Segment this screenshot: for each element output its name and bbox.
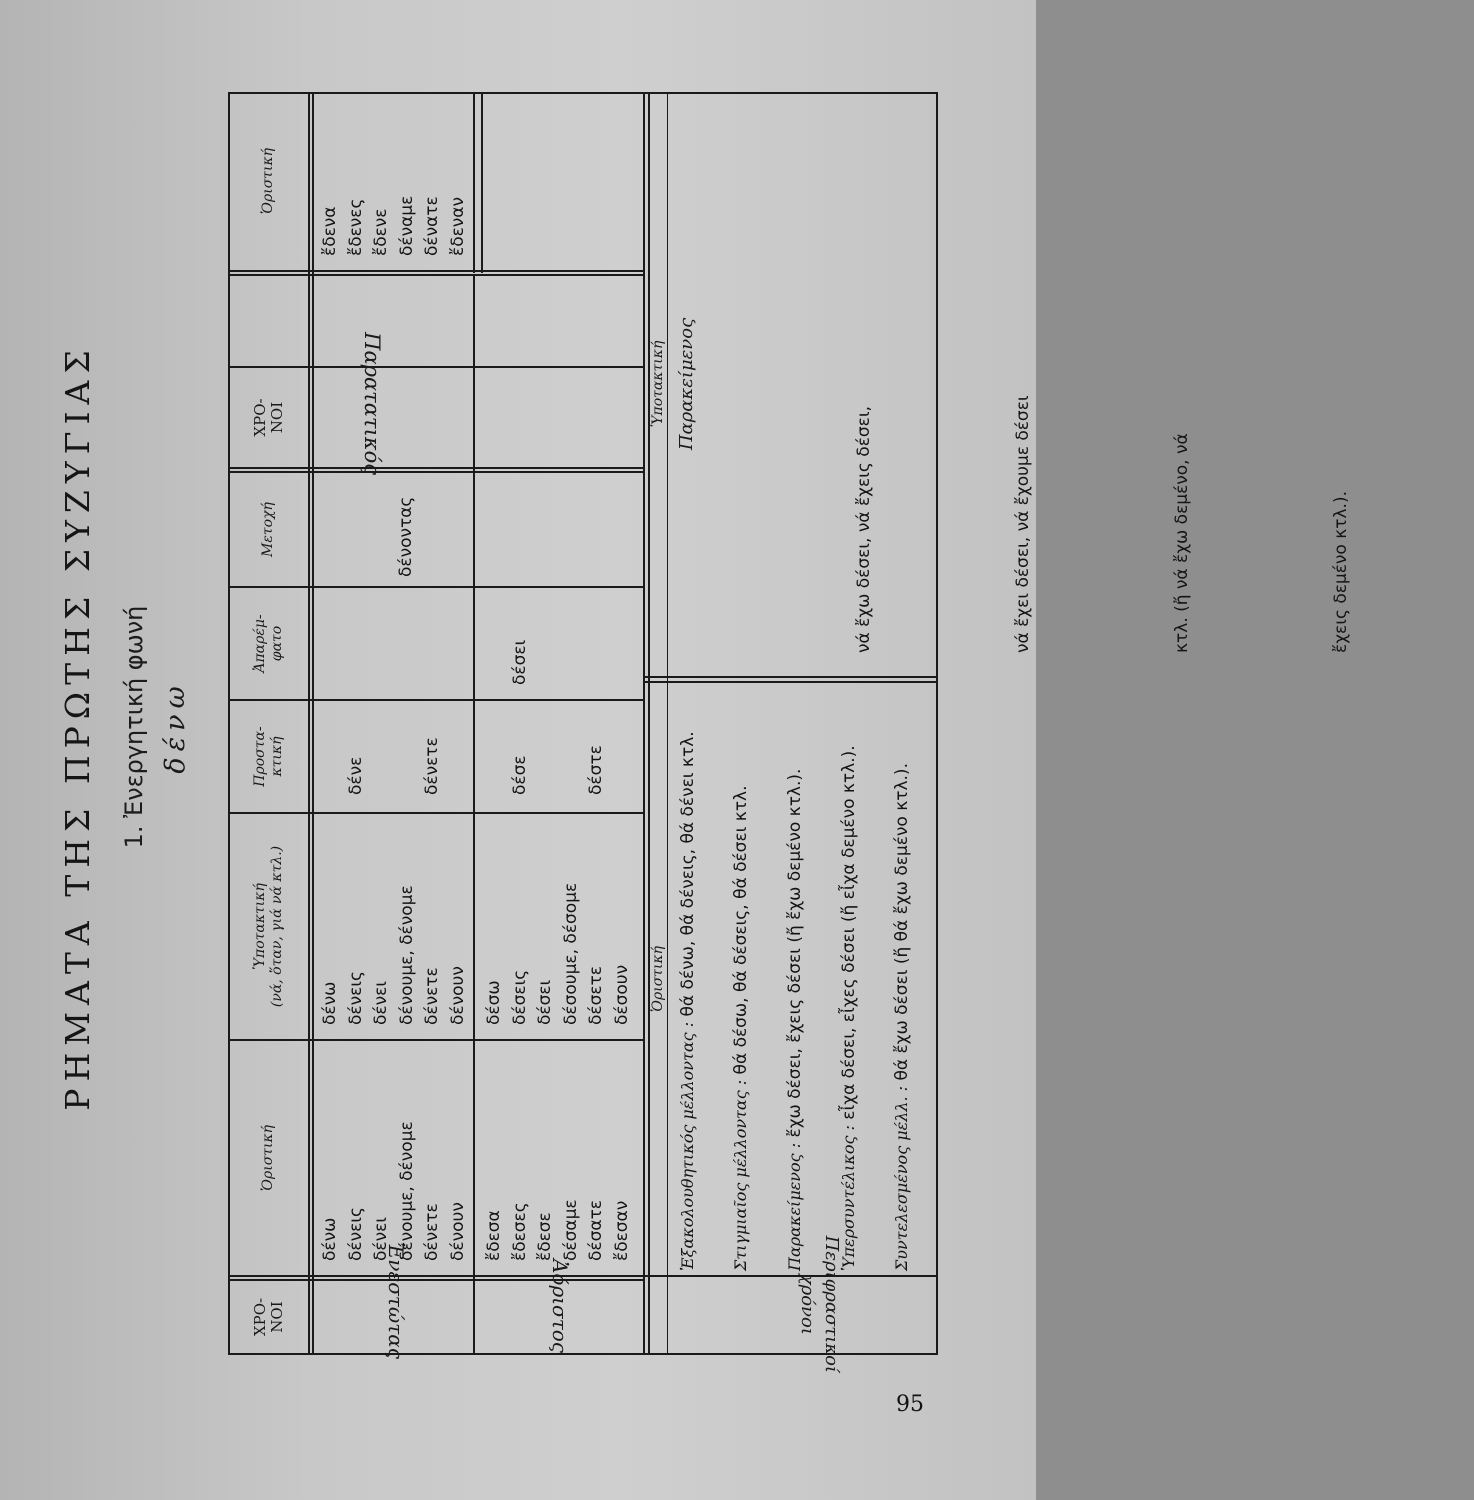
- header-indicative-2: Ὁριστική: [260, 147, 276, 215]
- header-rule: [308, 94, 310, 1353]
- header-tenses: ΧΡΟ- ΝΟΙ: [251, 1297, 286, 1337]
- periphrastic-header-rule: [667, 94, 668, 1353]
- row-text: θά δένω, θά δένεις, θά δένει κτλ.: [678, 731, 698, 1022]
- periphrastic-subjunctive-label: Ὑποτακτική: [650, 340, 666, 428]
- header-infinitive: Ἀπαρέμ- φατο: [252, 614, 285, 673]
- aorist-indicative-forms: ἔδεσα ἔδεσες ἔδεσε δέσαμε δέσατε ἔδεσαν: [484, 1199, 632, 1261]
- row-name: Συντελεσμένος μέλλ. :: [892, 1085, 911, 1271]
- header-indicative: Ὁριστική: [260, 1124, 276, 1192]
- header-subjunctive: Ὑποτακτική (νά, ὅταν, γιά νά κτλ.): [252, 845, 285, 1008]
- imperfect-col-rule: [230, 274, 643, 276]
- tense-label-imperfect: Παρατατικός: [360, 332, 384, 475]
- indicative-col-rule: [230, 1039, 643, 1041]
- periphrastic-subjunctive-lines: [732, 395, 1474, 653]
- header-participle: Μετοχή: [260, 502, 276, 557]
- header-imperative: Προστα- κτική: [252, 726, 285, 787]
- periphrastic-col-rule: [643, 681, 938, 683]
- subj-line: νά ἔχω δέσει, νά ἔχεις δέσει,: [854, 405, 874, 653]
- row-name: Ἐξακολουθητικός μέλλοντας :: [678, 1021, 697, 1271]
- tense-label-periphrastic: Περιφραστικοί χρόνοι: [797, 1235, 842, 1373]
- row-name: Ὑπερσυντέλικος :: [839, 1125, 858, 1271]
- imperfect-col-rule-double: [230, 270, 643, 272]
- subjunctive-col-rule: [230, 812, 643, 814]
- periphrastic-subjunctive-title: Παρακείμενος: [676, 317, 697, 451]
- conjugation-table: [228, 92, 1351, 1373]
- participle-col-rule-double: [230, 467, 643, 469]
- periphrastic-col-rule-double: [643, 676, 938, 678]
- periphrastic-row: [678, 731, 698, 1271]
- aorist-imperative-forms: δέσε δέστε: [509, 745, 606, 795]
- voice-subtitle: 1. Ἐνεργητική φωνή: [120, 605, 148, 849]
- header-tenses-2: ΧΡΟ- ΝΟΙ: [251, 398, 286, 437]
- header-rule-double: [312, 94, 314, 1353]
- present-participle: δένοντας: [396, 496, 416, 577]
- infinitive-col-rule: [230, 586, 643, 588]
- tense-label-aorist: Ἀόριστος: [548, 1258, 572, 1353]
- present-indicative-forms: δένω δένεις δένει δένουμε, δένομε δένετε δένουν: [320, 1121, 468, 1261]
- tense-label-present: Ἐνεστώτας: [384, 1242, 408, 1359]
- subj-line: νά ἔχει δέσει, νά ἔχουμε δέσει: [1013, 395, 1033, 653]
- row-name: Παρακείμενος :: [785, 1142, 804, 1271]
- periphrastic-rule: [643, 94, 645, 1353]
- tense-col-rule: [230, 1279, 643, 1281]
- participle-col-rule: [230, 471, 643, 473]
- periphrastic-row: [785, 769, 805, 1271]
- row-text: εἶχα δέσει, εἶχες δέσει (ἤ εἶχα δεμένο κτλ.).: [839, 745, 859, 1126]
- page-title: ΡΗΜΑΤΑ ΤΗΣ ΠΡΩΤΗΣ ΣΥΖΥΓΙΑΣ: [58, 343, 97, 1111]
- aorist-subjunctive-forms: δέσω δέσεις δέσει δέσουμε, δέσομε δέσετε δέσουν: [484, 882, 632, 1025]
- page-number: 95: [896, 1392, 924, 1417]
- present-subjunctive-forms: δένω δένεις δένει δένουμε, δένομε δένετε δένουν: [320, 885, 468, 1025]
- subj-line: ἔχεις δεμένο κτλ.).: [1331, 491, 1351, 653]
- present-imperative-forms: δένε δένετε: [345, 737, 442, 795]
- verb-heading: δένω: [160, 680, 191, 774]
- imperfect-indicative-forms: ἔδενα ἔδενες ἔδενε δέναμε δένατε ἔδεναν: [320, 195, 468, 256]
- row-text: θά δέσω, θά δέσεις, θά δέσει κτλ.: [731, 785, 751, 1080]
- imperfect-rule: [473, 92, 475, 273]
- periphrastic-indicative-label: Ὁριστική: [650, 945, 666, 1013]
- periphrastic-row: [839, 745, 859, 1271]
- periphrastic-row: [731, 785, 751, 1271]
- present-aorist-rule: [473, 276, 475, 1353]
- row-name: Στιγμιαῖος μέλλοντας :: [731, 1079, 750, 1271]
- imperative-col-rule: [230, 699, 643, 701]
- periphrastic-row: [892, 763, 912, 1271]
- row-text: θά ἔχω δέσει (ἤ θά ἔχω δεμένο κτλ.).: [892, 763, 912, 1086]
- aorist-infinitive: δέσει: [510, 639, 530, 685]
- imperfect-rule-double: [481, 92, 483, 273]
- subj-line: κτλ. (ἤ νά ἔχω δεμένο, νά: [1172, 433, 1192, 653]
- tense2-col-rule: [230, 366, 643, 368]
- row-text: ἔχω δέσει, ἔχεις δέσει (ἤ ἔχω δεμένο κτλ.).: [785, 768, 805, 1143]
